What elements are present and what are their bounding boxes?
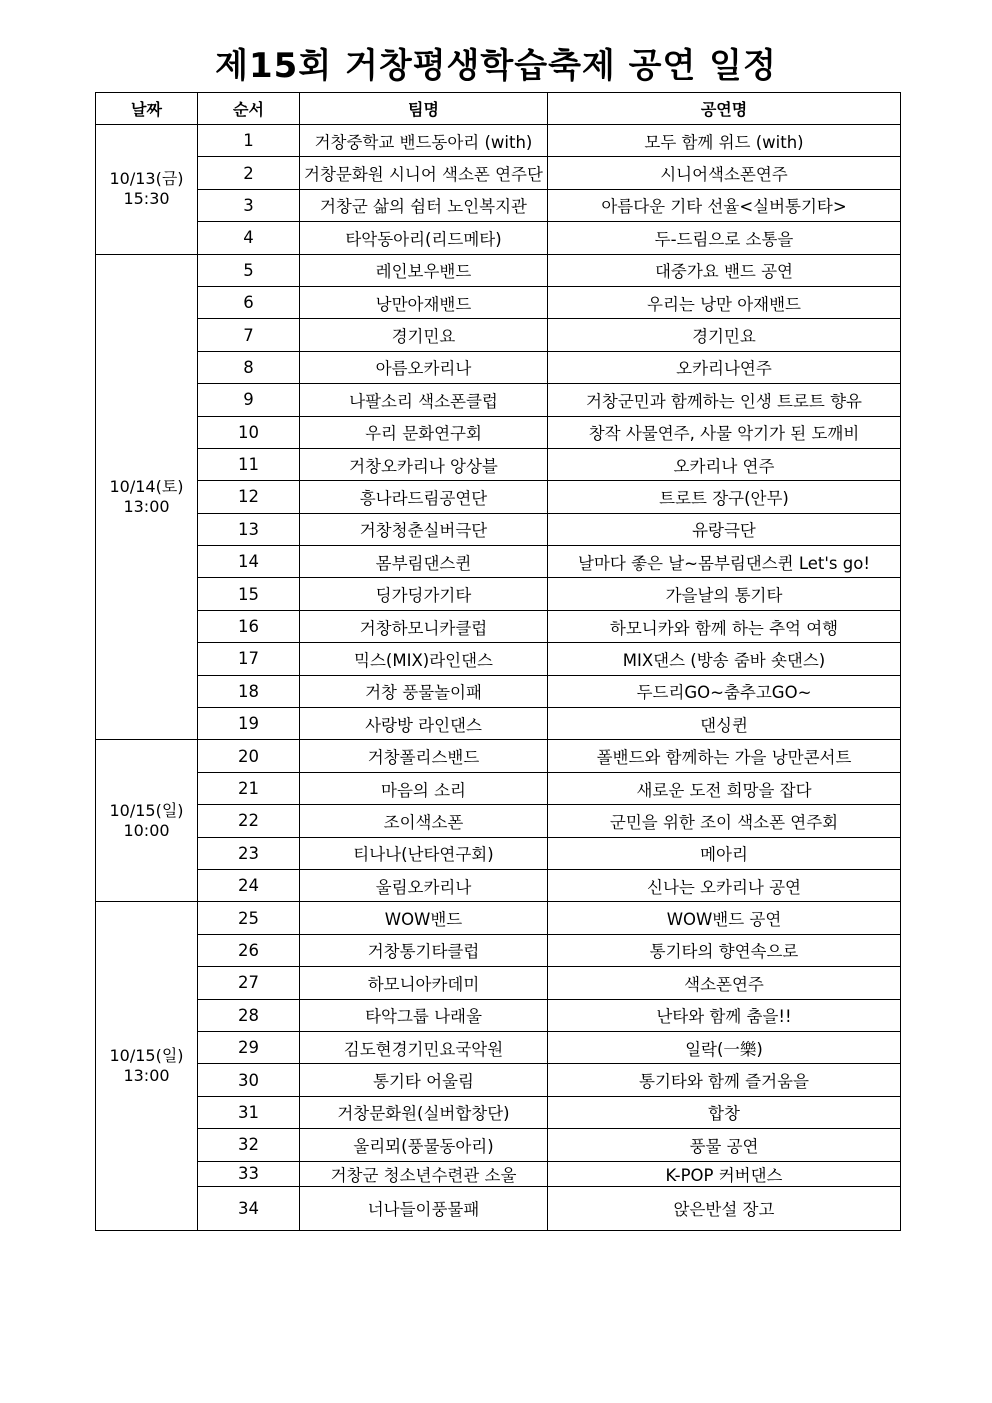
performance-cell: 거창군민과 함께하는 인생 트로트 향유 xyxy=(548,384,901,416)
team-cell: 딩가딩가기타 xyxy=(300,578,548,610)
table-row xyxy=(96,222,901,254)
table-row xyxy=(96,1096,901,1128)
team-cell: 몸부림댄스퀸 xyxy=(300,546,548,578)
order-cell: 33 xyxy=(198,1161,300,1186)
page-title: 제15회 거창평생학습축제 공연 일정 xyxy=(215,46,777,86)
performance-cell: 메아리 xyxy=(548,837,901,869)
order-cell: 12 xyxy=(198,481,300,513)
performance-cell: 군민을 위한 조이 색소폰 연주회 xyxy=(548,805,901,837)
table-row xyxy=(96,967,901,999)
order-cell: 10 xyxy=(198,416,300,448)
team-cell: 하모니아카데미 xyxy=(300,967,548,999)
performance-cell: 합창 xyxy=(548,1096,901,1128)
team-cell: 거창오카리나 앙상블 xyxy=(300,448,548,480)
table-row xyxy=(96,189,901,221)
date-cell xyxy=(96,254,198,740)
table-row xyxy=(96,448,901,480)
performance-cell: 우리는 낭만 아재밴드 xyxy=(548,286,901,318)
order-cell: 11 xyxy=(198,448,300,480)
team-cell: 우리 문화연구회 xyxy=(300,416,548,448)
performance-cell: K-POP 커버댄스 xyxy=(548,1161,901,1186)
table-row xyxy=(96,610,901,642)
order-cell: 17 xyxy=(198,643,300,675)
performance-cell: 오카리나연주 xyxy=(548,351,901,383)
team-cell: 거창중학교 밴드동아리 (with) xyxy=(300,125,548,157)
date-cell xyxy=(96,125,198,255)
order-cell: 6 xyxy=(198,286,300,318)
table-row xyxy=(96,416,901,448)
team-cell: 울리뫼(풍물동아리) xyxy=(300,1129,548,1161)
performance-cell: 댄싱퀸 xyxy=(548,708,901,740)
team-cell: 울림오카리나 xyxy=(300,869,548,901)
order-cell: 4 xyxy=(198,222,300,254)
performance-cell: 폴밴드와 함께하는 가을 낭만콘서트 xyxy=(548,740,901,772)
table-row xyxy=(96,902,901,934)
performance-cell: 경기민요 xyxy=(548,319,901,351)
team-cell: 타악그룹 나래울 xyxy=(300,999,548,1031)
order-cell: 28 xyxy=(198,999,300,1031)
order-cell: 30 xyxy=(198,1064,300,1096)
schedule-table xyxy=(95,92,901,1231)
team-cell: 김도현경기민요국악원 xyxy=(300,1031,548,1063)
performance-cell: WOW밴드 공연 xyxy=(548,902,901,934)
performance-cell: 날마다 좋은 날~몸부림댄스퀸 Let's go! xyxy=(548,546,901,578)
team-cell: 조이색소폰 xyxy=(300,805,548,837)
header-team: 팀명 xyxy=(300,93,548,125)
order-cell: 9 xyxy=(198,384,300,416)
performance-cell: 색소폰연주 xyxy=(548,967,901,999)
table-row xyxy=(96,254,901,286)
order-cell: 5 xyxy=(198,254,300,286)
order-cell: 24 xyxy=(198,869,300,901)
performance-cell: 유랑극단 xyxy=(548,513,901,545)
table-row xyxy=(96,772,901,804)
order-cell: 1 xyxy=(198,125,300,157)
performance-cell: 대중가요 밴드 공연 xyxy=(548,254,901,286)
table-row xyxy=(96,546,901,578)
schedule-body xyxy=(96,125,901,1231)
order-cell: 2 xyxy=(198,157,300,189)
team-cell: 경기민요 xyxy=(300,319,548,351)
order-cell: 32 xyxy=(198,1129,300,1161)
table-row xyxy=(96,384,901,416)
performance-cell: 일락(一樂) xyxy=(548,1031,901,1063)
date-label: 10/14(토) xyxy=(109,476,184,496)
team-cell: 흥나라드림공연단 xyxy=(300,481,548,513)
order-cell: 14 xyxy=(198,546,300,578)
table-row xyxy=(96,1161,901,1186)
order-cell: 34 xyxy=(198,1186,300,1230)
performance-cell: 트로트 장구(안무) xyxy=(548,481,901,513)
table-row xyxy=(96,351,901,383)
order-cell: 31 xyxy=(198,1096,300,1128)
header-performance: 공연명 xyxy=(548,93,901,125)
date-label: 10/15(일) xyxy=(109,1045,184,1065)
date-cell xyxy=(96,740,198,902)
order-cell: 23 xyxy=(198,837,300,869)
order-cell: 13 xyxy=(198,513,300,545)
header-order: 순서 xyxy=(198,93,300,125)
team-cell: 마음의 소리 xyxy=(300,772,548,804)
performance-cell: 난타와 함께 춤을!! xyxy=(548,999,901,1031)
performance-cell: MIX댄스 (방송 줌바 숏댄스) xyxy=(548,643,901,675)
order-cell: 21 xyxy=(198,772,300,804)
order-cell: 29 xyxy=(198,1031,300,1063)
performance-cell: 풍물 공연 xyxy=(548,1129,901,1161)
performance-cell: 창작 사물연주, 사물 악기가 된 도깨비 xyxy=(548,416,901,448)
time-label: 10:00 xyxy=(123,820,170,840)
date-cell xyxy=(96,902,198,1230)
team-cell: 거창군 삶의 쉼터 노인복지관 xyxy=(300,189,548,221)
team-cell: 아름오카리나 xyxy=(300,351,548,383)
team-cell: 레인보우밴드 xyxy=(300,254,548,286)
team-cell: 거창군 청소년수련관 소울 xyxy=(300,1161,548,1186)
table-row xyxy=(96,740,901,772)
order-cell: 3 xyxy=(198,189,300,221)
table-row xyxy=(96,837,901,869)
performance-cell: 통기타의 향연속으로 xyxy=(548,934,901,966)
time-label: 13:00 xyxy=(123,496,170,516)
table-row xyxy=(96,869,901,901)
performance-cell: 모두 함께 위드 (with) xyxy=(548,125,901,157)
time-label: 15:30 xyxy=(123,189,170,209)
performance-cell: 신나는 오카리나 공연 xyxy=(548,869,901,901)
performance-cell: 새로운 도전 희망을 잡다 xyxy=(548,772,901,804)
team-cell: 타악동아리(리드메타) xyxy=(300,222,548,254)
team-cell: 거창 풍물놀이패 xyxy=(300,675,548,707)
order-cell: 19 xyxy=(198,708,300,740)
table-row xyxy=(96,675,901,707)
performance-cell: 시니어색소폰연주 xyxy=(548,157,901,189)
performance-cell: 오카리나 연주 xyxy=(548,448,901,480)
time-label: 13:00 xyxy=(123,1065,170,1085)
date-label: 10/15(일) xyxy=(109,800,184,820)
performance-cell: 앉은반설 장고 xyxy=(548,1186,901,1230)
table-row xyxy=(96,999,901,1031)
table-row xyxy=(96,708,901,740)
order-cell: 27 xyxy=(198,967,300,999)
order-cell: 7 xyxy=(198,319,300,351)
header-date: 날짜 xyxy=(96,93,198,125)
performance-cell: 두-드림으로 소통을 xyxy=(548,222,901,254)
order-cell: 25 xyxy=(198,902,300,934)
team-cell: 통기타 어울림 xyxy=(300,1064,548,1096)
team-cell: 티나나(난타연구회) xyxy=(300,837,548,869)
order-cell: 16 xyxy=(198,610,300,642)
order-cell: 22 xyxy=(198,805,300,837)
performance-cell: 아름다운 기타 선율<실버통기타> xyxy=(548,189,901,221)
table-row xyxy=(96,1186,901,1230)
table-row xyxy=(96,934,901,966)
order-cell: 15 xyxy=(198,578,300,610)
table-row xyxy=(96,157,901,189)
table-row xyxy=(96,513,901,545)
team-cell: 낭만아재밴드 xyxy=(300,286,548,318)
performance-cell: 통기타와 함께 즐거움을 xyxy=(548,1064,901,1096)
team-cell: 거창문화원(실버합창단) xyxy=(300,1096,548,1128)
team-cell: 거창하모니카클럽 xyxy=(300,610,548,642)
header-row xyxy=(96,93,901,125)
order-cell: 8 xyxy=(198,351,300,383)
team-cell: 거창청춘실버극단 xyxy=(300,513,548,545)
date-label: 10/13(금) xyxy=(109,169,184,189)
table-row xyxy=(96,805,901,837)
performance-cell: 가을날의 통기타 xyxy=(548,578,901,610)
performance-cell: 두드리GO~춤추고GO~ xyxy=(548,675,901,707)
table-row xyxy=(96,125,901,157)
team-cell: 너나들이풍물패 xyxy=(300,1186,548,1230)
team-cell: 나팔소리 색소폰클럽 xyxy=(300,384,548,416)
team-cell: 믹스(MIX)라인댄스 xyxy=(300,643,548,675)
team-cell: 사랑방 라인댄스 xyxy=(300,708,548,740)
team-cell: 거창문화원 시니어 색소폰 연주단 xyxy=(300,157,548,189)
performance-cell: 하모니카와 함께 하는 추억 여행 xyxy=(548,610,901,642)
table-row xyxy=(96,319,901,351)
table-row xyxy=(96,481,901,513)
table-row xyxy=(96,1031,901,1063)
order-cell: 26 xyxy=(198,934,300,966)
order-cell: 18 xyxy=(198,675,300,707)
table-row xyxy=(96,643,901,675)
order-cell: 20 xyxy=(198,740,300,772)
table-row xyxy=(96,1064,901,1096)
table-row xyxy=(96,578,901,610)
team-cell: 거창폴리스밴드 xyxy=(300,740,548,772)
table-row xyxy=(96,1129,901,1161)
team-cell: 거창통기타클럽 xyxy=(300,934,548,966)
team-cell: WOW밴드 xyxy=(300,902,548,934)
table-row xyxy=(96,286,901,318)
